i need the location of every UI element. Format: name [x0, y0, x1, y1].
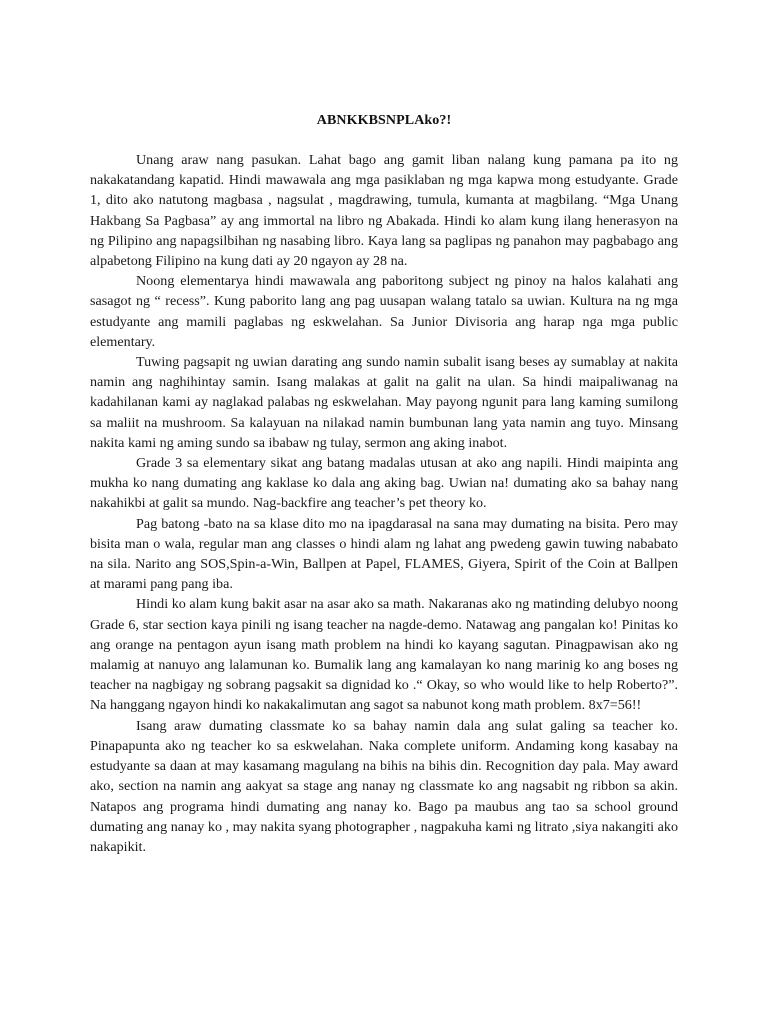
- paragraph-4: Grade 3 sa elementary sikat ang batang madalas utusan at ako ang napili. Hindi maipinta ang mukha ko nang dumating ang kaklase ko dala ang aking bag. Uwian na! dumating ako sa bahay nang nakahikbi at galit sa mundo. Nag-backfire ang teacher’s pet theory ko.: [90, 455, 678, 512]
- document-body: [90, 150, 678, 857]
- paragraph-1: Unang araw nang pasukan. Lahat bago ang gamit liban nalang kung pamana pa ito ng nakakatandang kapatid. Hindi mawawala ang mga pasiklaban ng mga kapwa mong estudyante. Grade 1, dito ako natutong magbasa , nagsulat , magdrawing, tumula, kumanta at magbilang. “Mga Unang Hakbang Sa Pagbasa” ay ang immortal na libro ng Abakada. Hindi ko alam kung ilang henerasyon na ng Pilipino ang napagsilbihan ng nasabing libro. Kaya lang sa paglipas ng panahon may pagbabago ang alpabetong Filipino na kung dati ay 20 ngayon ay 28 na.: [90, 152, 678, 270]
- paragraph-7: Isang araw dumating classmate ko sa bahay namin dala ang sulat galing sa teacher ko. Pinapapunta ako ng teacher ko sa eskwelahan. Naka complete uniform. Andaming kong kasabay na estudyante sa daan at may kasamang magulang na bihis na bihis din. Recognition day pala. May award ako, section na namin ang aakyat sa stage ang nanay ng classmate ko ang nagsabit ng ribbon sa akin. Natapos ang programa hindi dumating ang nanay ko. Bago pa maubus ang tao sa school ground dumating ang nanay ko , may nakita syang photographer , nagpakuha kami ng litrato ,siya nakangiti ako nakapikit.: [90, 717, 678, 855]
- paragraph-5: Pag batong -bato na sa klase dito mo na ipagdarasal na sana may dumating na bisita. Pero may bisita man o wala, regular man ang classes o hindi alam ng lahat ang pwedeng gawin tuwing nababato na sila. Narito ang SOS,Spin-a-Win, Ballpen at Papel, FLAMES, Giyera, Spirit of the Coin at Ballpen at marami pang pang iba.: [90, 515, 678, 593]
- paragraph-2: Noong elementarya hindi mawawala ang paboritong subject ng pinoy na halos kalahati ang sasagot ng “ recess”. Kung paborito lang ang pag uusapan walang tatalo sa uwian. Kultura na ng mga estudyante ang mamili paglabas ng eskwelahan. Sa Junior Divisoria ang harap nga mga public elementary.: [90, 273, 678, 350]
- document-title: ABNKKBSNPLAko?!: [316, 113, 452, 128]
- paragraph-6: Hindi ko alam kung bakit asar na asar ako sa math. Nakaranas ako ng matinding delubyo noong Grade 6, star section kaya pinili ng isang teacher na nagde-demo. Natawag ang pangalan ko! Pinitas ko ang orange na pentagon ayun isang math problem na hindi ko kayang sagutan. Pinagpawisan ako ng malamig at nanuyo ang lalamunan ko. Bumalik lang ang kamalayan ko nang marinig ko ang boses ng teacher na nagbigay ng sobrang pagsakit sa dignidad ko .“ Okay, so who would like to help Roberto?”. Na hanggang ngayon hindi ko nakakalimutan ang sagot sa nabunot kong math problem. 8x7=56!!: [90, 596, 678, 714]
- paragraph-3: Tuwing pagsapit ng uwian darating ang sundo namin subalit isang beses ay sumablay at nakita namin ang naghihintay samin. Isang malakas at galit na galit na ulan. Sa hindi maipaliwanag na kadahilanan kami ay naglakad palabas ng eskwelahan. May payong ngunit para lang kaming sumilong sa maliit na mushroom. Sa kalayuan na nilakad namin bumbunan lang yata namin ang tuyo. Minsang nakita kami ng aming sundo sa ibabaw ng tulay, sermon ang aking inabot.: [90, 354, 678, 451]
